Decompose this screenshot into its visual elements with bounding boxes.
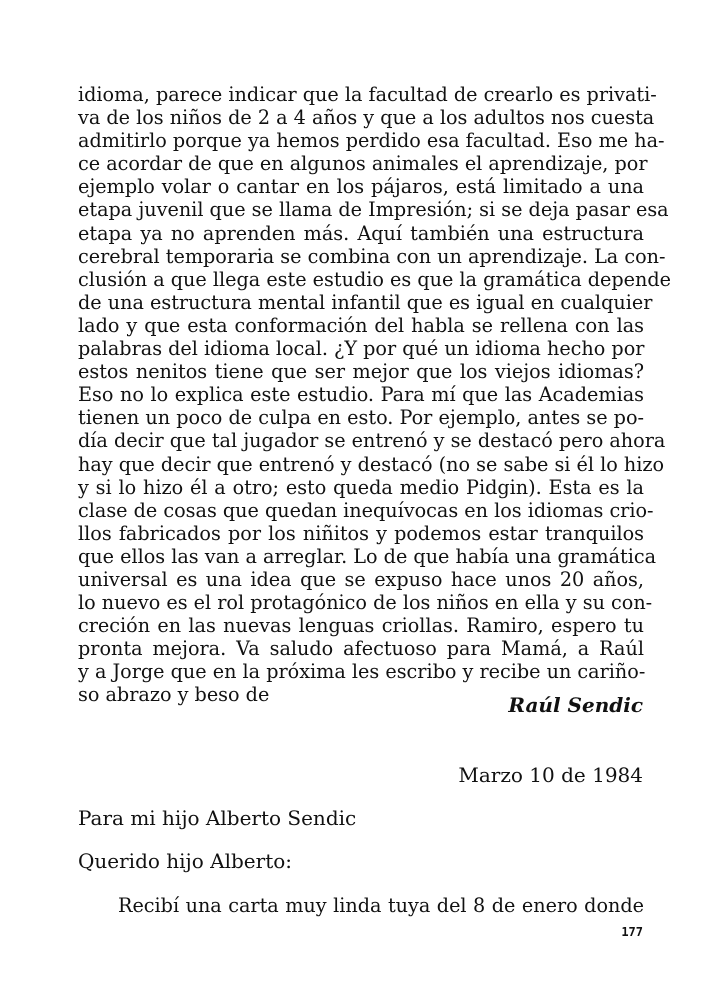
letter-line: creción en las nuevas lenguas criollas. Ramiro, espero tu [78, 614, 644, 638]
letter-date: Marzo 10 de 1984 [458, 763, 643, 787]
letter-line: Eso no lo explica este estudio. Para mí que las Academias [78, 383, 644, 407]
letter-line: etapa juvenil que se llama de Impresión; si se deja pasar esa [78, 198, 669, 222]
page-number: 177 [621, 925, 643, 939]
letter-line: universal es una idea que se expuso hace unos 20 años, [78, 567, 644, 591]
letter-line: de una estructura mental infantil que es igual en cualquier [78, 290, 653, 314]
letter-body [78, 83, 672, 707]
letter-line: etapa ya no aprenden más. Aquí también una estructura [78, 221, 644, 245]
letter-line: pronta mejora. Va saludo afectuoso para Mamá, a Raúl [78, 637, 644, 661]
letter-line: idioma, parece indicar que la facultad de crearlo es privati- [78, 83, 657, 106]
paragraph-first-line: Recibí una carta muy linda tuya del 8 de enero donde [118, 894, 644, 917]
letter-line: ce acordar de que en algunos animales el aprendizaje, por [78, 152, 648, 176]
letter-line: llos fabricados por los niñitos y podemos estar tranquilos [78, 521, 644, 545]
letter-line: y si lo hizo él a otro; esto queda medio Pidgin). Esta es la [78, 475, 644, 499]
dedication-heading: Para mi hijo Alberto Sendic [78, 806, 357, 830]
letter-line: lo nuevo es el rol protagónico de los niños en ella y su con- [78, 591, 653, 615]
letter-line: admitirlo porque ya hemos perdido esa facultad. Eso me ha- [78, 129, 665, 153]
salutation: Querido hijo Alberto: [78, 849, 293, 873]
letter-line: so abrazo y beso de [78, 683, 270, 707]
letter-line: ejemplo volar o cantar en los pájaros, está limitado a una [78, 175, 644, 199]
signature: Raúl Sendic [508, 693, 643, 717]
letter-line: lado y que esta conformación del habla se rellena con las [78, 313, 644, 337]
letter-line: día decir que tal jugador se entrenó y se destacó pero ahora [78, 429, 666, 453]
letter-line: estos nenitos tiene que ser mejor que los viejos idiomas? [78, 360, 644, 384]
letter-line: va de los niños de 2 a 4 años y que a los adultos nos cuesta [78, 106, 655, 130]
letter-line: palabras del idioma local. ¿Y por qué un idioma hecho por [78, 337, 645, 361]
letter-line: cerebral temporaria se combina con un aprendizaje. La con- [78, 244, 666, 268]
letter-line: tienen un poco de culpa en esto. Por ejemplo, antes se po- [78, 406, 644, 430]
letter-line: hay que decir que entrenó y destacó (no se sabe si él lo hizo [78, 452, 665, 476]
letter-line: clase de cosas que quedan inequívocas en los idiomas crio- [78, 498, 654, 522]
letter-line: y a Jorge que en la próxima les escribo y recibe un cariño- [78, 660, 646, 684]
letter-line: que ellos las van a arreglar. Lo de que había una gramática [78, 544, 657, 568]
letter-line: clusión a que llega este estudio es que la gramática depende [78, 267, 672, 291]
